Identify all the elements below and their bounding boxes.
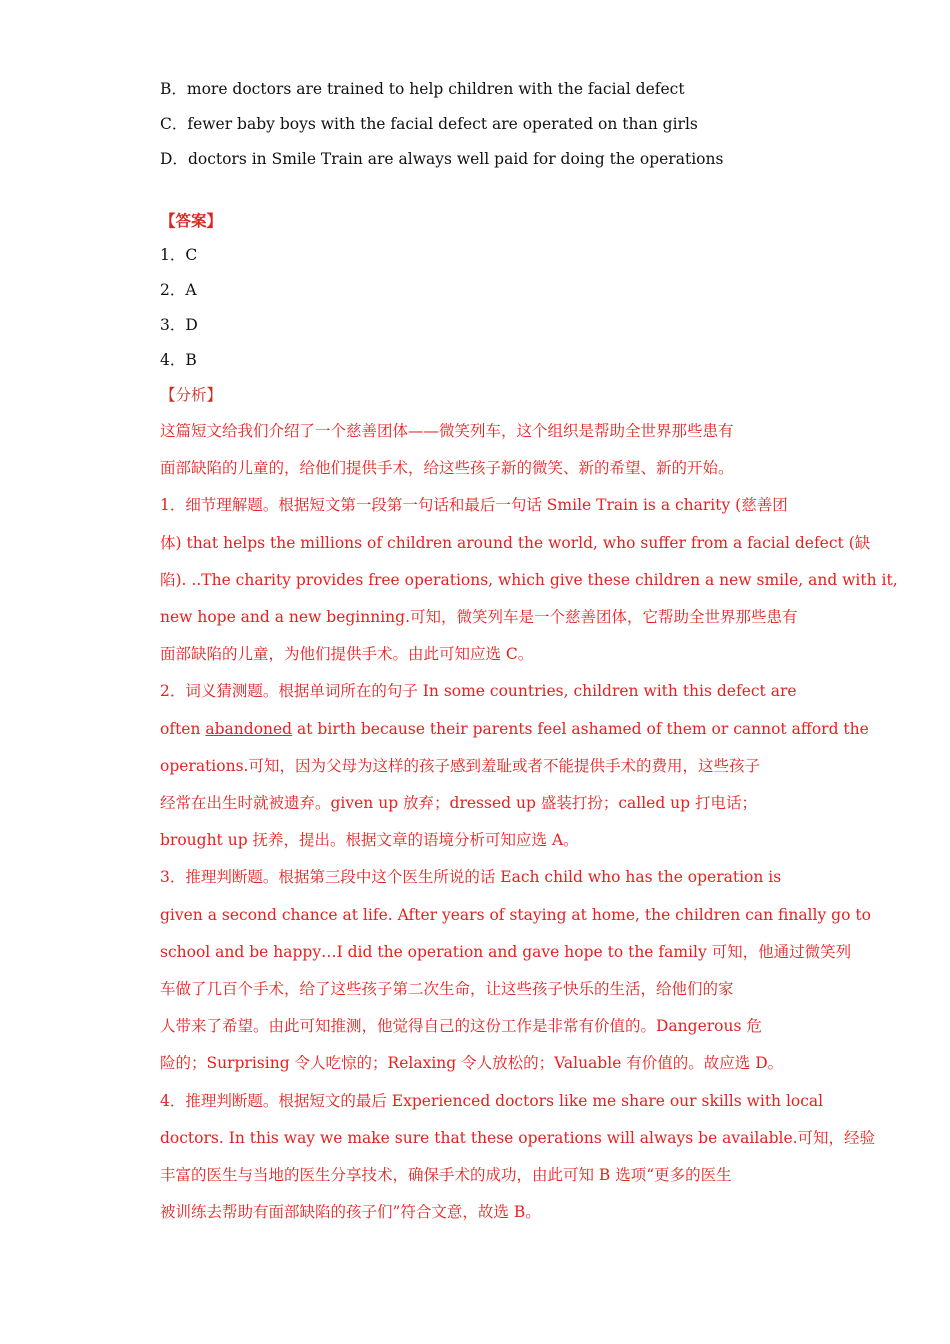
answer-item: 4．B — [160, 351, 197, 369]
analysis-line: given a second chance at life. After years of staying at home, the children can finally go to — [160, 905, 871, 924]
option-c — [160, 107, 792, 142]
analysis-line: new hope and a new beginning.可知，微笑列车是一个慈善团体，它帮助全世界那些患有 — [160, 608, 798, 627]
analysis-line: 这篇短文给我们介绍了一个慈善团体——微笑列车，这个组织是帮助全世界那些患有 — [160, 422, 734, 440]
option-letter: B． — [160, 80, 187, 98]
analysis-line: 丰富的医生与当地的医生分享技术，确保手术的成功，由此可知 B 选项“更多的医生 — [160, 1166, 732, 1185]
analysis-line: 陷). ..The charity provides free operations, which give these children a new smile, and with it, — [160, 570, 898, 589]
answer-item: 2．A — [160, 281, 197, 299]
analysis-line — [160, 711, 869, 748]
analysis-line: 险的；Surprising 令人吃惊的；Relaxing 令人放松的；Valuable 有价值的。故应选 D。 — [160, 1054, 784, 1073]
analysis-line: 经常在出生时就被遗弃。given up 放弃；dressed up 盛装打扮；called up 打电话； — [160, 794, 758, 813]
analysis-text: often — [160, 719, 206, 738]
answer-item: 1．C — [160, 246, 198, 264]
options-list — [160, 72, 792, 177]
option-letter: C． — [160, 115, 188, 133]
analysis-heading: 【分析】 — [160, 386, 223, 404]
analysis-line: 2．词义猜测题。根据单词所在的句子 In some countries, children with this defect are — [160, 682, 797, 701]
option-letter: D． — [160, 150, 188, 168]
option-text: fewer baby boys with the facial defect are operated on than girls — [187, 115, 698, 133]
option-b — [160, 72, 792, 107]
answer-heading: 【答案】 — [160, 211, 223, 230]
analysis-line: 车做了几百个手术，给了这些孩子第二次生命，让这些孩子快乐的生活，给他们的家 — [160, 980, 734, 999]
option-text: doctors in Smile Train are always well paid for doing the operations — [187, 150, 724, 168]
option-d — [160, 142, 792, 177]
analysis-line: 体) that helps the millions of children around the world, who suffer from a facial defect (缺 — [160, 533, 871, 552]
analysis-line: 人带来了希望。由此可知推测，他觉得自己的这份工作是非常有价值的。Dangerous 危 — [160, 1017, 762, 1036]
document-page — [160, 72, 898, 1231]
analysis-line: 3．推理判断题。根据第三段中这个医生所说的话 Each child who has the operation is — [160, 868, 782, 887]
analysis-line: brought up 抚养，提出。根据文章的语境分析可知应选 A。 — [160, 831, 579, 850]
answer-item: 3．D — [160, 316, 198, 334]
analysis-line: 1．细节理解题。根据短文第一段第一句话和最后一句话 Smile Train is a charity (慈善团 — [160, 496, 788, 515]
analysis-text: at birth because their parents feel ashamed of them or cannot afford the — [292, 719, 869, 738]
analysis-line: 面部缺陷的儿童的，给他们提供手术，给这些孩子新的微笑、新的希望、新的开始。 — [160, 459, 734, 478]
answer-list — [160, 238, 792, 378]
option-text: more doctors are trained to help children with the facial defect — [186, 80, 685, 98]
analysis-line: doctors. In this way we make sure that these operations will always be available.可知，经验 — [160, 1128, 876, 1147]
analysis-line: 4．推理判断题。根据短文的最后 Experienced doctors like me share our skills with local — [160, 1091, 824, 1110]
analysis-line: operations.可知，因为父母为这样的孩子感到羞耻或者不能提供手术的费用，这些孩子 — [160, 756, 760, 775]
underlined-word: abandoned — [205, 719, 293, 738]
analysis-line: 面部缺陷的儿童，为他们提供手术。由此可知应选 C。 — [160, 645, 534, 664]
analysis-line: 被训练去帮助有面部缺陷的孩子们”符合文意，故选 B。 — [160, 1203, 541, 1222]
analysis-line: school and be happy…I did the operation and gave hope to the family 可知，他通过微笑列 — [160, 942, 852, 961]
analysis-body — [160, 413, 898, 1231]
